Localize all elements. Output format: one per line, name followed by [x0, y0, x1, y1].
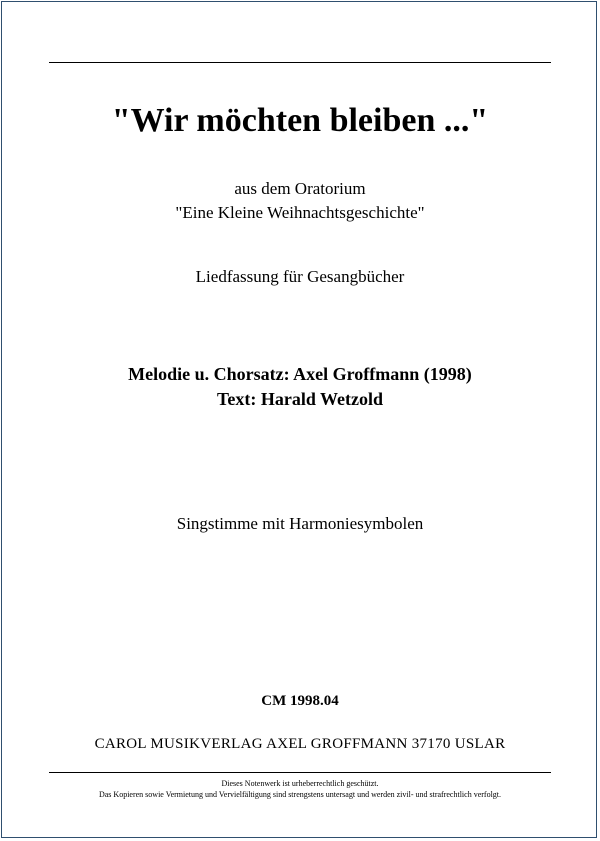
publisher-line: CAROL MUSIKVERLAG AXEL GROFFMANN 37170 USLAR: [94, 736, 506, 752]
edition-note: Singstimme mit Harmoniesymbolen: [176, 514, 424, 533]
source-line-1: aus dem Oratorium: [234, 179, 366, 198]
copying-prohibition-notice: Das Kopieren sowie Vermietung und Vervielfältigung sind strengstens untersagt und werden zivil- und strafrechtlich verfolgt.: [98, 790, 502, 799]
source-line-2: "Eine Kleine Weihnachtsgeschichte": [175, 203, 425, 222]
top-divider: [49, 62, 551, 63]
version-note: Liedfassung für Gesangbücher: [195, 267, 405, 286]
music-credit: Melodie u. Chorsatz: Axel Groffmann (1998): [128, 364, 472, 384]
bottom-divider: [49, 772, 551, 773]
catalog-number: CM 1998.04: [261, 693, 339, 709]
text-credit: Text: Harald Wetzold: [217, 389, 383, 409]
page-title: "Wir möchten bleiben ...": [111, 102, 489, 139]
copyright-notice: Dieses Notenwerk ist urheberrechtlich geschützt.: [221, 779, 379, 788]
